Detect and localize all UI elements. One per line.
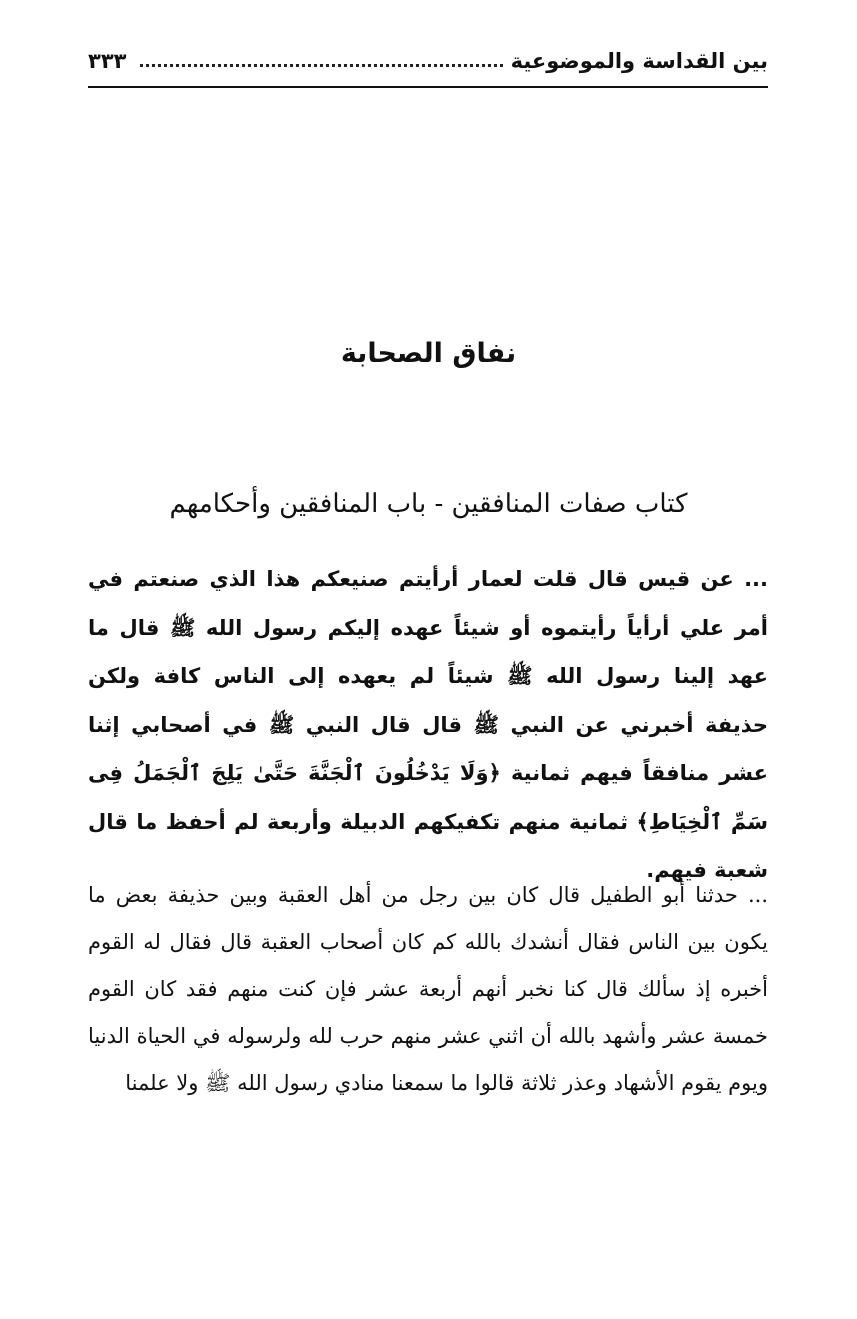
running-header [88,36,768,76]
dot-leader [140,64,502,67]
hadith-paragraph-2: ... حدثنا أبو الطفيل قال كان بين رجل من أهل العقبة وبين حذيفة بعض ما يكون بين الناس فقال أنشدك بالله كم كان أصحاب العقبة قال فقال له القوم أخبره إذ سألك قال كنا نخبر أنهم أربعة عشر فإن كنت منهم فقد كان القوم خمسة عشر وأشهد بالله أن اثني عشر منهم حرب لله ولرسوله في الحياة الدنيا ويوم يقوم الأشهاد وعذر ثلاثة قالوا ما سمعنا منادي رسول الله ﷺ ولا علمنا [88,883,768,1095]
hadith-paragraph-1: ... عن قيس قال قلت لعمار أرأيتم صنيعكم هذا الذي صنعتم في أمر علي أرأياً رأيتموه أو شيئاً عهده إليكم رسول الله ﷺ قال ما عهد إلينا رسول الله ﷺ شيئاً لم يعهده إلى الناس كافة ولكن حذيفة أخبرني عن النبي ﷺ قال قال النبي ﷺ في أصحابي إثنا عشر منافقاً فيهم ثمانية ﴿وَلَا يَدْخُلُونَ ٱلْجَنَّةَ حَتَّىٰ يَلِجَ ٱلْجَمَلُ فِى سَمِّ ٱلْخِيَاطِ﴾ ثمانية منهم تكفيكهم الدبيلة وأربعة لم أحفظ ما قال شعبة فيهم. [88,567,768,882]
section-title: كتاب صفات المنافقين - باب المنافقين وأحكامهم [169,489,688,519]
chapter-title: نفاق الصحابة [340,338,517,369]
header-rule [88,86,768,88]
page-number: ٣٣٣ [88,49,127,73]
running-title: بين القداسة والموضوعية [510,49,768,73]
